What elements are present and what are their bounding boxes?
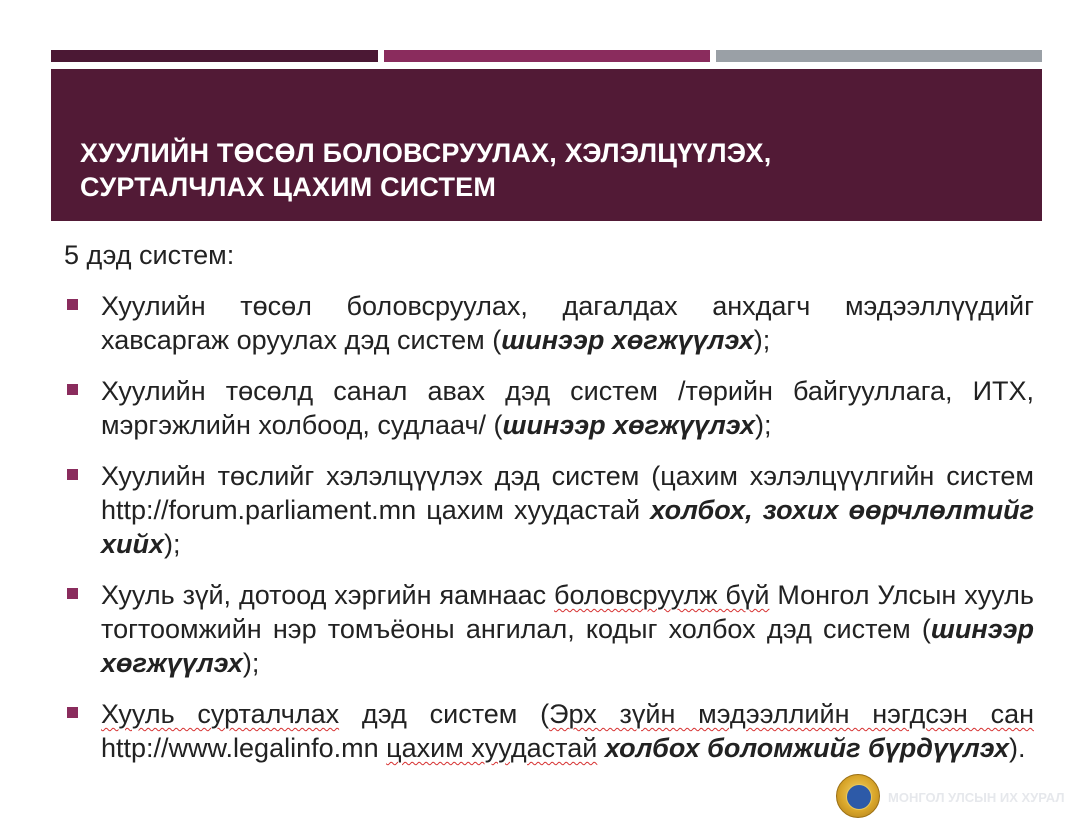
bullet-text: Хуулийн төсөлд санал авах дэд систем /төрийн байгууллага, ИТХ, мэргэжлийн холбоод, судлаач/ (шинээр хөгжүүлэх); bbox=[101, 376, 1034, 440]
accent-bar-magenta bbox=[384, 50, 710, 62]
bullet-text: Хуулийн төслийг хэлэлцүүлэх дэд систем (цахим хэлэлцүүлгийн систем http://forum.parliament.mn цахим хуудастай холбох, зохих өөрчлөлтийг хийх); bbox=[101, 461, 1034, 559]
bullet-square-icon bbox=[67, 299, 78, 310]
title-band bbox=[51, 69, 1042, 221]
top-accent-bars bbox=[51, 50, 1042, 62]
title-line-2: СУРТАЛЧЛАХ ЦАХИМ СИСТЕМ bbox=[80, 172, 497, 202]
list-item bbox=[64, 578, 1034, 680]
state-emblem-icon bbox=[836, 774, 880, 818]
bullet-square-icon bbox=[67, 384, 78, 395]
emblem-center bbox=[846, 784, 872, 810]
list-item bbox=[64, 289, 1034, 357]
bullet-text: Хууль сурталчлах дэд систем (Эрх зүйн мэдээллийн нэгдсэн сан http://www.legalinfo.mn цахим хуудастай холбох боломжийг бүрдүүлэх). bbox=[101, 699, 1034, 763]
bullet-square-icon bbox=[67, 469, 78, 480]
footer-caption: МОНГОЛ УЛСЫН ИХ ХУРАЛ bbox=[888, 790, 1065, 805]
accent-bar-dark bbox=[51, 50, 378, 62]
list-item bbox=[64, 459, 1034, 561]
bullet-square-icon bbox=[67, 707, 78, 718]
bullet-text: Хуулийн төсөл боловсруулах, дагалдах анхдагч мэдээллүүдийг хавсаргаж оруулах дэд систем (шинээр хөгжүүлэх); bbox=[101, 291, 1034, 355]
accent-bar-gray bbox=[716, 50, 1042, 62]
slide-title bbox=[80, 136, 1020, 204]
title-line-1: ХУУЛИЙН ТӨСӨЛ БОЛОВСРУУЛАХ, ХЭЛЭЛЦҮҮЛЭХ, bbox=[80, 138, 772, 168]
list-item bbox=[64, 697, 1034, 765]
bullet-square-icon bbox=[67, 588, 78, 599]
list-item bbox=[64, 374, 1034, 442]
bullet-text: Хууль зүй, дотоод хэргийн яамнаас боловсруулж бүй Монгол Улсын хууль тогтоомжийн нэр томъёоны ангилал, кодыг холбох дэд систем (шинээр хөгжүүлэх); bbox=[101, 580, 1034, 678]
intro-text: 5 дэд систем: bbox=[64, 240, 235, 270]
bullet-list bbox=[64, 289, 1034, 782]
